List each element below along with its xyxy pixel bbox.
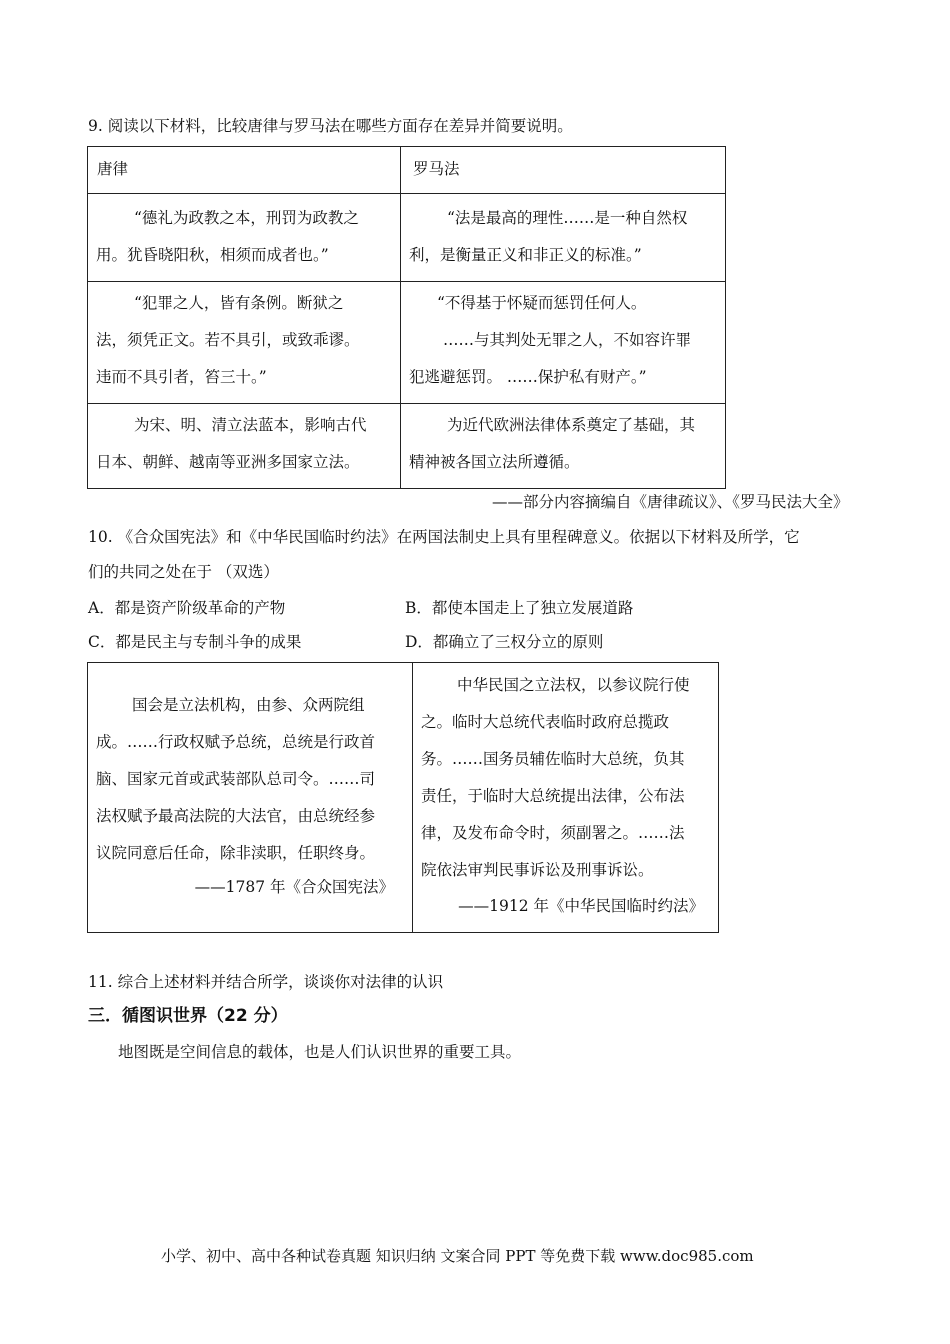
cell-line: 利，是衡量正义和非正义的标准。” (409, 246, 642, 264)
cell-line: 责任，于临时大总统提出法律，公布法 (421, 787, 685, 805)
section-title: 三．循图识世界（22 分） (88, 1006, 288, 1026)
cell-line: 为宋、明、清立法蓝本，影响古代 (134, 416, 367, 434)
header-tang-law: 唐律 (88, 147, 401, 194)
us-constitution-source: ——1787 年《合众国宪法》 (194, 878, 394, 896)
row1-roman-cell (401, 194, 726, 282)
cell-line: 为近代欧洲法律体系奠定了基础，其 (447, 416, 696, 434)
q10-prompt-line2: 们的共同之处在于 （双选） (88, 563, 279, 581)
cell-line: “犯罪之人，皆有条例。断狱之 (134, 294, 344, 312)
row2-tang-cell (88, 282, 401, 404)
q9-source-citation: ——部分内容摘编自《唐律疏议》、《罗马民法大全》 (492, 493, 849, 511)
cell-line: 之。临时大总统代表临时政府总揽政 (421, 713, 670, 731)
q10-option-a: A．都是资产阶级革命的产物 (88, 599, 286, 617)
us-constitution-material (88, 663, 413, 933)
provisional-constitution-source: ——1912 年《中华民国临时约法》 (458, 897, 704, 915)
cell-line: 律，及发布命令时，须副署之。……法 (421, 824, 685, 842)
cell-line: 议院同意后任命，除非渎职，任职终身。 (96, 844, 376, 862)
table-row (88, 404, 726, 489)
cell-line: 精神被各国立法所遵循。 (409, 453, 580, 471)
q10-option-b: B．都使本国走上了独立发展道路 (405, 599, 634, 617)
cell-line: 中华民国之立法权，以参议院行使 (457, 676, 690, 694)
table-row (88, 282, 726, 404)
q10-material-table (87, 662, 719, 933)
q10-prompt-line1: 10. 《合众国宪法》和《中华民国临时约法》在两国法制史上具有里程碑意义。依据以下材料及所学，它 (88, 528, 800, 546)
row2-roman-cell (401, 282, 726, 404)
q9-prompt: 9. 阅读以下材料，比较唐律与罗马法在哪些方面存在差异并简要说明。 (88, 117, 573, 135)
cell-line: 院依法审判民事诉讼及刑事诉讼。 (421, 861, 654, 879)
cell-line: 法，须凭正文。若不具引，或致乖谬。 (96, 331, 360, 349)
cell-line: 成。……行政权赋予总统，总统是行政首 (96, 733, 376, 751)
cell-line: 用。犹昏晓阳秋，相须而成者也。” (96, 246, 329, 264)
section-intro: 地图既是空间信息的载体，也是人们认识世界的重要工具。 (118, 1043, 522, 1061)
q9-comparison-table (87, 146, 726, 489)
header-roman-law: 罗马法 (401, 147, 726, 194)
cell-line: 脑、国家元首或武装部队总司令。……司 (96, 770, 376, 788)
cell-line: 务。……国务员辅佐临时大总统，负其 (421, 750, 685, 768)
row1-tang-cell (88, 194, 401, 282)
cell-line: “法是最高的理性……是一种自然权 (447, 209, 688, 227)
q10-option-d: D．都确立了三权分立的原则 (405, 633, 604, 651)
cell-line: “德礼为政教之本，刑罚为政教之 (134, 209, 359, 227)
cell-line: “不得基于怀疑而惩罚任何人。 (437, 294, 647, 312)
provisional-constitution-material (413, 663, 719, 933)
cell-line: ……与其判处无罪之人，不如容许罪 (443, 331, 692, 349)
row3-roman-cell (401, 404, 726, 489)
cell-line: 日本、朝鲜、越南等亚洲多国家立法。 (96, 453, 360, 471)
table-header-row (88, 147, 726, 194)
cell-line: 法权赋予最高法院的大法官，由总统经参 (96, 807, 376, 825)
table-row (88, 194, 726, 282)
cell-line: 国会是立法机构，由参、众两院组 (132, 696, 365, 714)
q10-option-c: C．都是民主与专制斗争的成果 (88, 633, 302, 651)
page-footer: 小学、初中、高中各种试卷真题 知识归纳 文案合同 PPT 等免费下载 www.doc985.com (161, 1247, 754, 1265)
cell-line: 违而不具引者，笞三十。” (96, 368, 267, 386)
cell-line: 犯逃避惩罚。 ……保护私有财产。” (409, 368, 647, 386)
q11-prompt: 11. 综合上述材料并结合所学，谈谈你对法律的认识 (88, 973, 444, 991)
row3-tang-cell (88, 404, 401, 489)
